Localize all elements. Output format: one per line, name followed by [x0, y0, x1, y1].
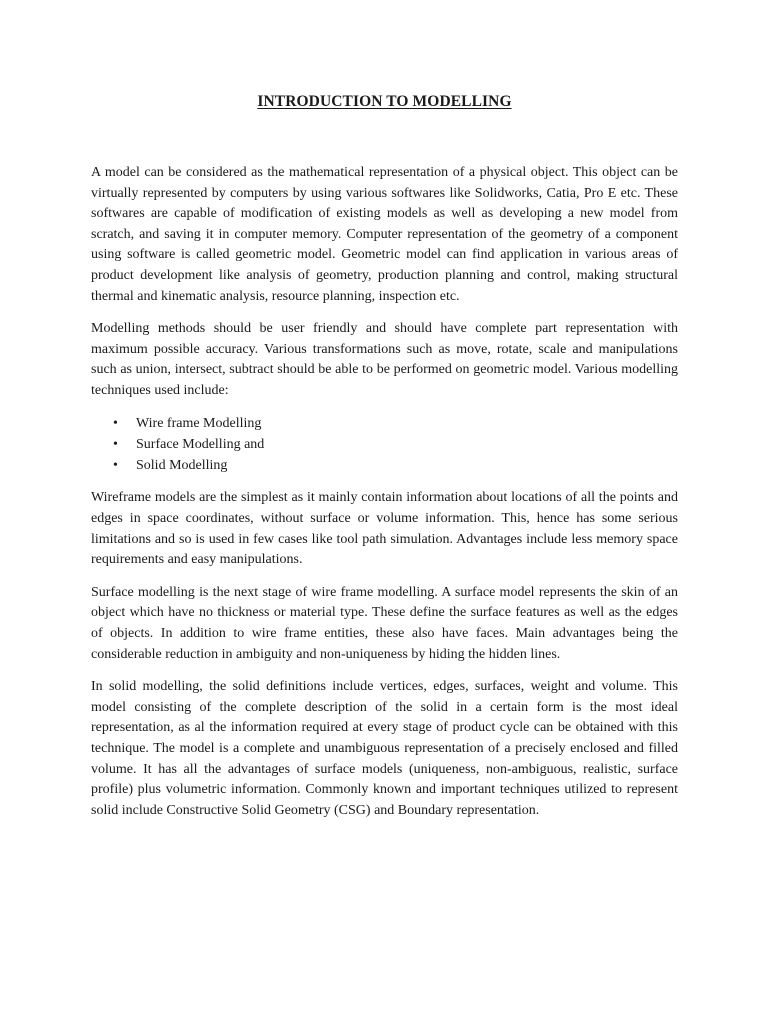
paragraph-surface-modelling: Surface modelling is the next stage of wire frame modelling. A surface model represents the skin of an object which have no thickness or material type. These define the surface features as well as the edges of objects. In addition to wire frame entities, these also have faces. Main advantages being the considerable reduction in ambiguity and non-uniqueness by hiding the hidden lines. [91, 584, 678, 662]
document-page [91, 0, 678, 821]
page-title: INTRODUCTION TO MODELLING [257, 93, 512, 110]
list-item [91, 434, 678, 455]
bullet-icon: • [113, 415, 118, 431]
list-item [91, 413, 678, 434]
modelling-techniques-list [91, 413, 678, 477]
paragraph-wireframe: Wireframe models are the simplest as it mainly contain information about locations of all the points and edges in space coordinates, without surface or volume information. This, hence has some serious limitations and so is used in few cases like tool path simulation. Advantages include less memory space requirements and easy manipulations. [91, 490, 678, 568]
list-item-text: Solid Modelling [136, 458, 228, 474]
paragraph-modelling-methods: Modelling methods should be user friendly and should have complete part representation with maximum possible accuracy. Various transformations such as move, rotate, scale and manipulations such as union, intersect, subtract should be able to be performed on geometric model. Various modelling techniques used include: [91, 321, 678, 398]
bullet-icon: • [113, 436, 118, 452]
list-item [91, 455, 678, 476]
list-item-text: Surface Modelling and [136, 436, 265, 452]
bullet-icon: • [113, 458, 118, 474]
paragraph-solid-modelling: In solid modelling, the solid definitions include vertices, edges, surfaces, weight and volume. This model consisting of the complete description of the solid in a certain form is the most ideal representation, as al the information required at every stage of product cycle can be obtained with this technique. The model is a complete and unambiguous representation of a precisely enclosed and filled volume. It has all the advantages of surface models (uniqueness, non-ambiguous, realistic, surface profile) plus volumetric information. Commonly known and important techniques utilized to represent solid include Constructive Solid Geometry (CSG) and Boundary representation. [91, 679, 678, 818]
paragraph-model-definition: A model can be considered as the mathematical representation of a physical object. This object can be virtually represented by computers by using various softwares like Solidworks, Catia, Pro E etc. These softwares are capable of modification of existing models as well as developing a new model from scratch, and saving it in computer memory. Computer representation of the geometry of a component using software is called geometric model. Geometric model can find application in various areas of product development like analysis of geometry, production planning and control, making structural thermal and kinematic analysis, resource planning, inspection etc. [91, 165, 678, 304]
list-item-text: Wire frame Modelling [136, 415, 262, 431]
